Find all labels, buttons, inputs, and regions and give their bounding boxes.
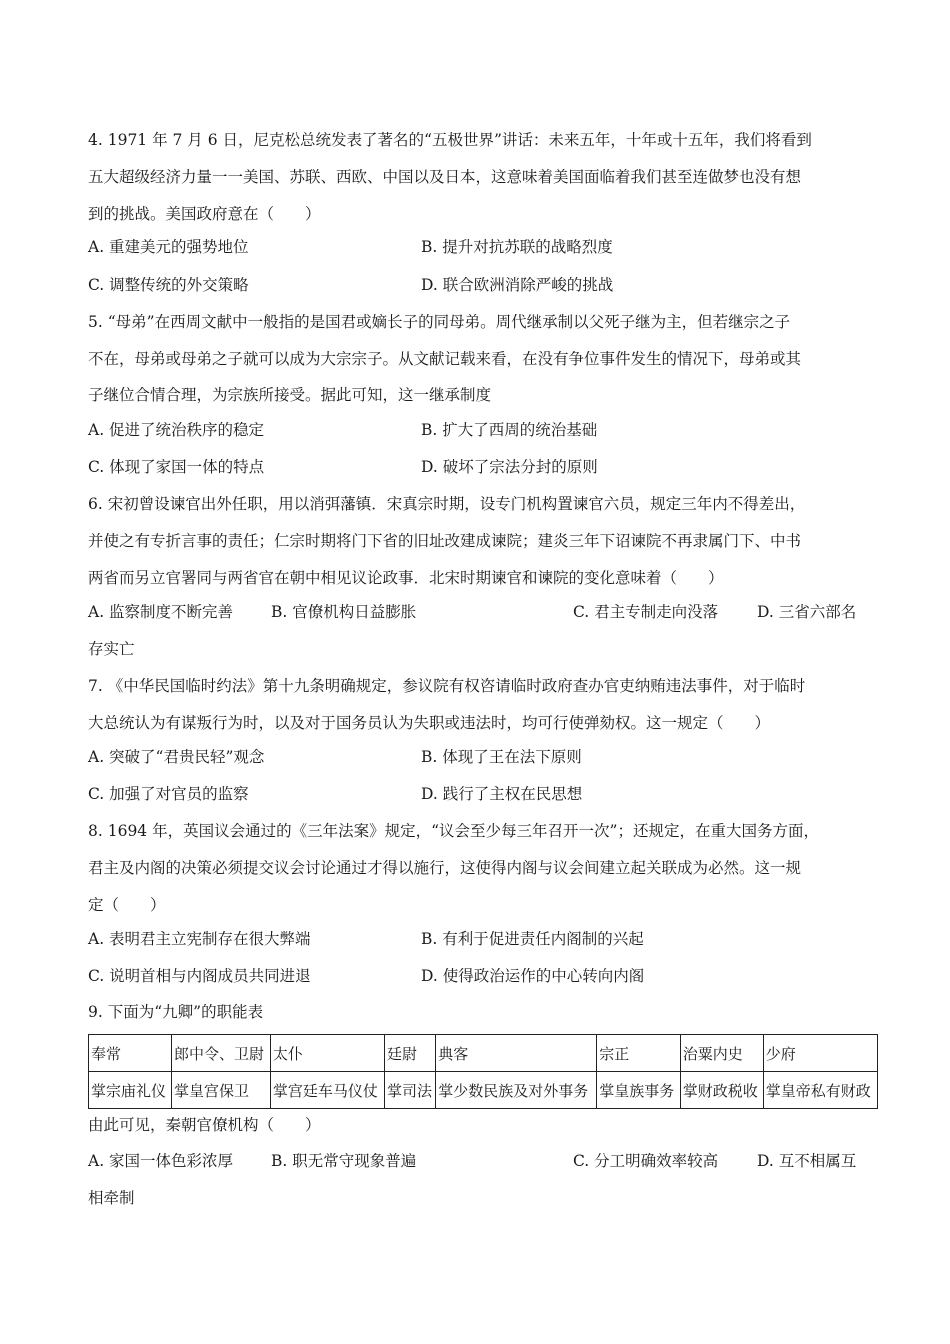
- table-cell: 治粟内史: [680, 1035, 763, 1072]
- table-cell: 掌财政税收: [680, 1072, 763, 1109]
- table-cell: 奉常: [89, 1035, 172, 1072]
- question-4-option-a[interactable]: A. 重建美元的强势地位: [88, 238, 249, 256]
- question-9-option-d[interactable]: D. 互不相属互: [757, 1152, 857, 1170]
- table-cell: 掌皇族事务: [597, 1072, 680, 1109]
- table-cell: 太仆: [270, 1035, 384, 1072]
- question-5-option-c[interactable]: C. 体现了家国一体的特点: [88, 458, 265, 476]
- question-5-option-a[interactable]: A. 促进了统治秩序的稳定: [88, 421, 265, 439]
- question-4-line-3: 到的挑战。美国政府意在（ ）: [88, 205, 321, 223]
- table-header-row: [89, 1035, 878, 1072]
- question-9-option-c[interactable]: C. 分工明确效率较高: [573, 1152, 719, 1170]
- nine-ministers-table: [88, 1034, 878, 1109]
- table-cell: 少府: [763, 1035, 877, 1072]
- table-cell: 郎中令、卫尉: [172, 1035, 271, 1072]
- question-7-line-1: 7. 《中华民国临时约法》第十九条明确规定，参议院有权咨请临时政府查办官吏纳贿违法事件，对于临时: [88, 677, 806, 695]
- table-cell: 掌少数民族及对外事务: [436, 1072, 597, 1109]
- question-4-option-b[interactable]: B. 提升对抗苏联的战略烈度: [421, 238, 613, 256]
- question-9-option-a[interactable]: A. 家国一体色彩浓厚: [88, 1152, 234, 1170]
- question-5-option-d[interactable]: D. 破坏了宗法分封的原则: [421, 458, 598, 476]
- table-cell: 掌皇宫保卫: [172, 1072, 271, 1109]
- question-4-option-d[interactable]: D. 联合欧洲消除严峻的挑战: [421, 276, 614, 294]
- table-row: [89, 1072, 878, 1109]
- question-7-option-b[interactable]: B. 体现了王在法下原则: [421, 748, 582, 766]
- question-6-option-b[interactable]: B. 官僚机构日益膨胀: [271, 603, 417, 621]
- question-8-line-2: 君主及内阁的决策必须提交议会讨论通过才得以施行，这使得内阁与议会间建立起关联成为必然。这一规: [88, 859, 802, 877]
- question-6-option-d-wrap: 存实亡: [88, 640, 135, 658]
- table-cell: 掌宗庙礼仪: [89, 1072, 172, 1109]
- table-cell: 掌宫廷车马仪仗: [270, 1072, 384, 1109]
- question-8-option-c[interactable]: C. 说明首相与内阁成员共同进退: [88, 967, 311, 985]
- question-8-line-3: 定（ ）: [88, 896, 166, 914]
- question-6-option-c[interactable]: C. 君主专制走向没落: [573, 603, 719, 621]
- question-8-option-b[interactable]: B. 有利于促进责任内阁制的兴起: [421, 930, 644, 948]
- question-8-line-1: 8. 1694 年，英国议会通过的《三年法案》规定，“议会至少每三年召开一次”；还规定，在重大国务方面，: [88, 822, 819, 840]
- question-6-line-1: 6. 宋初曾设谏官出外任职，用以消弭藩镇．宋真宗时期，设专门机构置谏官六员，规定三年内不得差出，: [88, 495, 806, 513]
- table-cell: 宗正: [597, 1035, 680, 1072]
- question-4-line-1: 4. 1971 年 7 月 6 日，尼克松总统发表了著名的“五极世界”讲话：未来五年，十年或十五年，我们将看到: [88, 131, 812, 149]
- table-cell: 掌司法: [385, 1072, 436, 1109]
- question-5-line-1: 5. “母弟”在西周文献中一般指的是国君或嫡长子的同母弟。周代继承制以父死子继为主，但若继宗之子: [88, 313, 791, 331]
- question-8-option-d[interactable]: D. 使得政治运作的中心转向内阁: [421, 967, 645, 985]
- question-6-option-d[interactable]: D. 三省六部名: [757, 603, 857, 621]
- question-9-stem: 由此可见，秦朝官僚机构（ ）: [88, 1116, 321, 1134]
- question-8-option-a[interactable]: A. 表明君主立宪制存在很大弊端: [88, 930, 311, 948]
- question-7-option-a[interactable]: A. 突破了“君贵民轻”观念: [88, 748, 265, 766]
- question-9-option-b[interactable]: B. 职无常守现象普遍: [271, 1152, 417, 1170]
- question-7-option-d[interactable]: D. 践行了主权在民思想: [421, 785, 583, 803]
- question-4-option-c[interactable]: C. 调整传统的外交策略: [88, 276, 249, 294]
- question-5-option-b[interactable]: B. 扩大了西周的统治基础: [421, 421, 598, 439]
- question-6-line-3: 两省而另立官署同与两省官在朝中相见议论政事．北宋时期谏官和谏院的变化意味着（ ）: [88, 569, 724, 587]
- table-cell: 廷尉: [385, 1035, 436, 1072]
- table-cell: 典客: [436, 1035, 597, 1072]
- question-4-line-2: 五大超级经济力量一一美国、苏联、西欧、中国以及日本，这意味着美国面临着我们甚至连做梦也没有想: [88, 168, 802, 186]
- question-5-line-3: 子继位合情合理，为宗族所接受。据此可知，这一继承制度: [88, 386, 492, 404]
- question-5-line-2: 不在，母弟或母弟之子就可以成为大宗宗子。从文献记载来看，在没有争位事件发生的情况下，母弟或其: [88, 350, 802, 368]
- question-7-option-c[interactable]: C. 加强了对官员的监察: [88, 785, 249, 803]
- question-7-line-2: 大总统认为有谋叛行为时，以及对于国务员认为失职或违法时，均可行使弹劾权。这一规定（ ）: [88, 714, 771, 732]
- question-6-line-2: 并使之有专折言事的责任；仁宗时期将门下省的旧址改建成谏院；建炎三年下诏谏院不再隶属门下、中书: [88, 532, 802, 550]
- table-cell: 掌皇帝私有财政: [763, 1072, 877, 1109]
- question-9-option-d-wrap: 相牵制: [88, 1189, 135, 1207]
- question-6-option-a[interactable]: A. 监察制度不断完善: [88, 603, 234, 621]
- question-9-intro: 9. 下面为“九卿”的职能表: [88, 1003, 264, 1021]
